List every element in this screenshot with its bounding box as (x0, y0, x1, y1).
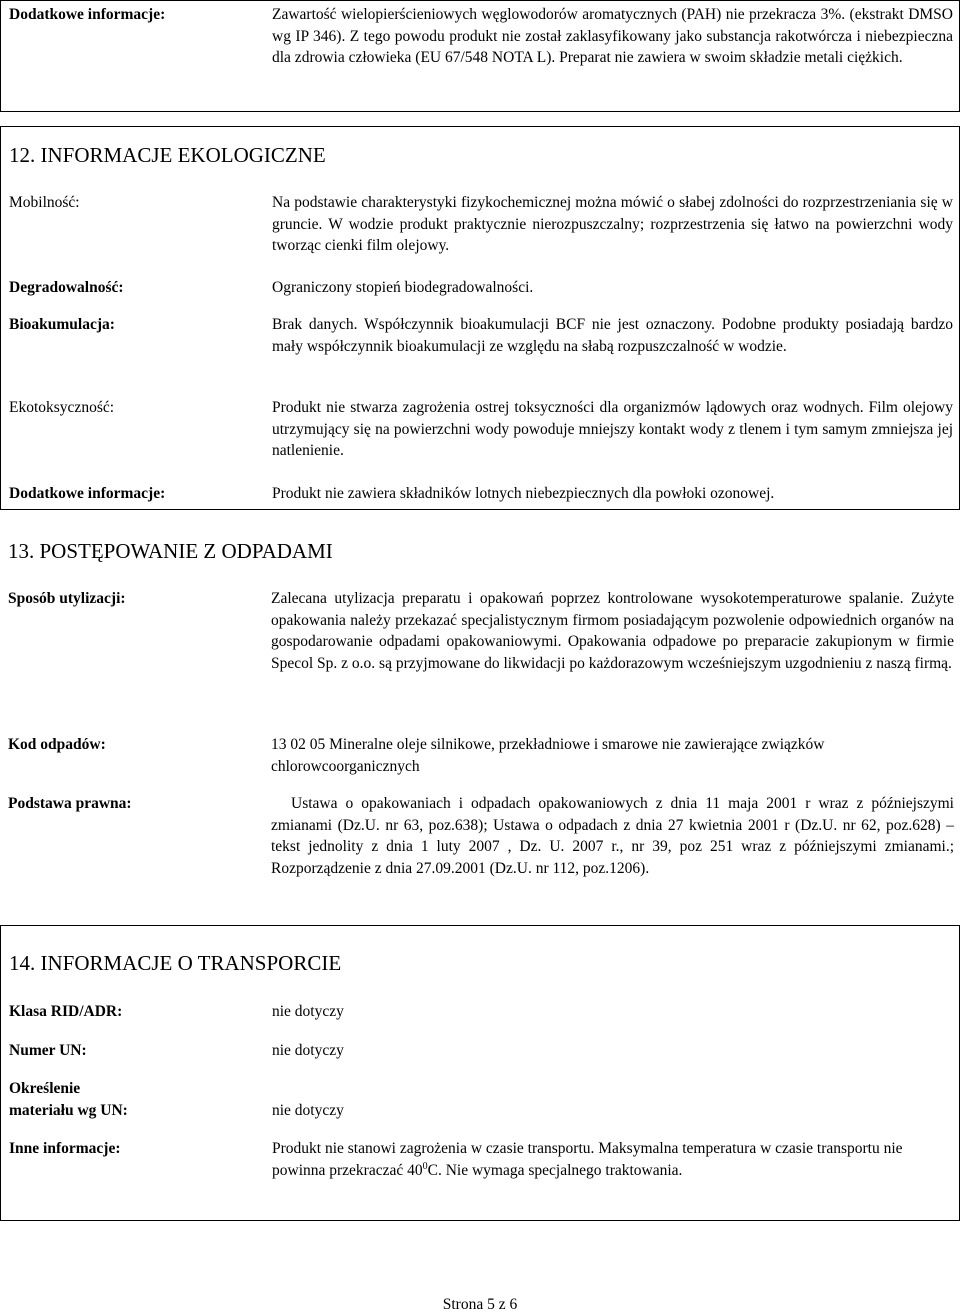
transport-label-un: Numer UN: (9, 1042, 87, 1059)
waste-value-legal: Ustawa o opakowaniach i odpadach opakowaniowych z dnia 11 maja 2001 r wraz z późniejszymi zmianami (Dz.U. nr 63, poz.638); Ustawa o odpadach z dnia 27 kwietnia 2001 r (Dz.U. nr 62, poz.628) – tekst jednolity z dnia 1 luty 2007 , Dz. U. 2007 r., nr 39, poz 251 wraz z późniejszymi zmianami.; Rozporządzenie z dnia 27.09.2001 (Dz.U. nr 112, poz.1206). (271, 795, 954, 877)
eco-value-bioaccumulation: Brak danych. Współczynnik bioakumulacji BCF nie jest oznaczony. Podobne produkty posiadają bardzo mały współczynnik bioakumulacji ze względu na słabą rozpuszczalność w wodzie. (272, 316, 953, 355)
eco-label-additional: Dodatkowe informacje: (9, 485, 166, 502)
waste-label-code: Kod odpadów: (8, 736, 106, 753)
transport-label-class: Klasa RID/ADR: (9, 1003, 123, 1020)
top-info-value: Zawartość wielopierścieniowych węglowodorów aromatycznych (PAH) nie przekracza 3%. (ekstrakt DMSO wg IP 346). Z tego powodu produkt nie został zaklasyfikowany jako substancja rakotwórcza i niebezpieczna dla zdrowia człowieka (EU 67/548 NOTA L). Preparat nie zawiera w swoim składzie metali ciężkich. (272, 6, 953, 66)
section-12-box (0, 126, 960, 510)
transport-label-other: Inne informacje: (9, 1140, 121, 1157)
top-info-label: Dodatkowe informacje: (9, 6, 166, 23)
eco-label-degradation: Degradowalność: (9, 279, 124, 296)
section-12-title: 12. INFORMACJE EKOLOGICZNE (9, 143, 326, 167)
transport-label-material-line2: materiału wg UN: (9, 1101, 128, 1119)
transport-label-material (9, 1078, 259, 1121)
eco-value-degradation: Ograniczony stopień biodegradowalności. (272, 279, 534, 296)
section-14-box (0, 925, 960, 1221)
section-13 (0, 510, 960, 920)
eco-value-ecotoxicity: Produkt nie stwarza zagrożenia ostrej toksyczności dla organizmów lądowych oraz wodnych. Film olejowy utrzymujący się na powierzchni wody powoduje mniejszy kontakt wody z tlenem i tym samym zmniejsza jej natlenienie. (272, 399, 953, 459)
eco-value-mobility: Na podstawie charakterystyki fizykochemicznej można mówić o słabej zdolności do rozprzestrzeniania się w gruncie. W wodzie produkt praktycznie nierozpuszczalny; rozprzestrzenia się łatwo na powierzchni wody tworząc cienki film olejowy. (272, 194, 953, 254)
page-number: Strona 5 z 6 (442, 1296, 518, 1313)
eco-label-ecotoxicity: Ekotoksyczność: (9, 399, 115, 416)
eco-label-mobility: Mobilność: (9, 194, 80, 211)
eco-value-additional: Produkt nie zawiera składników lotnych niebezpiecznych dla powłoki ozonowej. (272, 485, 775, 502)
transport-value-un: nie dotyczy (272, 1042, 344, 1059)
waste-label-disposal: Sposób utylizacji: (8, 590, 126, 607)
eco-label-bioaccumulation: Bioakumulacja: (9, 316, 115, 333)
waste-value-code: 13 02 05 Mineralne oleje silnikowe, przekładniowe i smarowe nie zawierające związków chlorowcoorganicznych (271, 736, 825, 775)
transport-label-material-line1: Określenie (9, 1080, 81, 1097)
transport-value-material: nie dotyczy (272, 1102, 344, 1119)
section-14-title: 14. INFORMACJE O TRANSPORCIE (9, 951, 342, 975)
section-13-title: 13. POSTĘPOWANIE Z ODPADAMI (8, 539, 333, 563)
waste-value-disposal: Zalecana utylizacja preparatu i opakowań poprzez kontrolowane wysokotemperaturowe spalanie. Zużyte opakowania należy przekazać specjalistycznym firmom posiadającym pozwolenie odpowiednich organów na gospodarowanie odpadami opakowaniowymi. Opakowania odpadowe po preparacie zakupionym w firmie Specol Sp. z o.o. są przyjmowane do likwidacji po każdorazowym wcześniejszym uzgodnieniu z naszą firmą. (271, 590, 954, 672)
transport-value-other-main: Produkt nie stanowi zagrożenia w czasie transportu. Maksymalna temperatura w czasie transportu nie powinna przekraczać 40 (272, 1140, 903, 1179)
top-info-box (0, 0, 960, 112)
transport-value-other-end: C. Nie wymaga specjalnego traktowania. (427, 1161, 683, 1179)
degree-superscript: 0 (422, 1160, 428, 1172)
waste-label-legal: Podstawa prawna: (8, 795, 132, 812)
transport-value-other (272, 1138, 953, 1181)
transport-value-class: nie dotyczy (272, 1003, 344, 1020)
